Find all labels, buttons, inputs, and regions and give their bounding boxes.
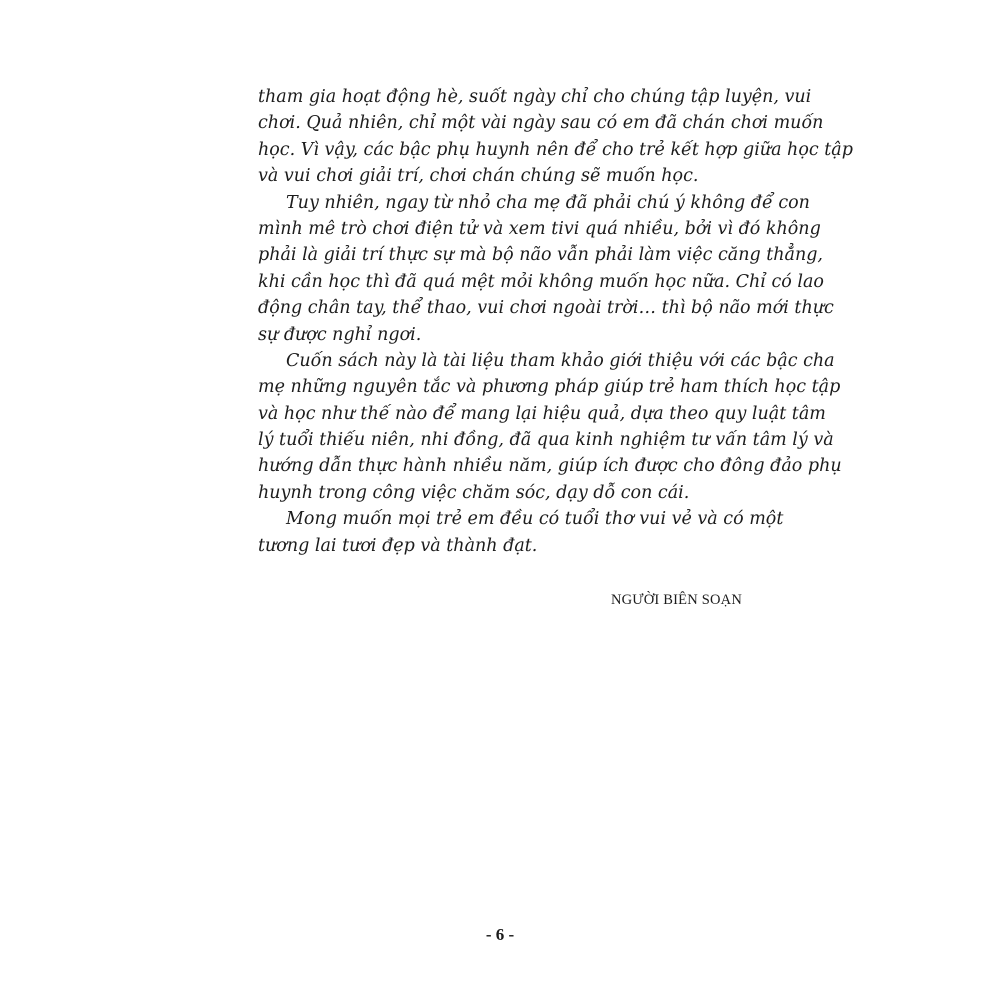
text-line: hướng dẫn thực hành nhiều năm, giúp ích được cho đông đảo phụ	[258, 456, 842, 477]
paragraph	[258, 506, 784, 559]
text-line: lý tuổi thiếu niên, nhi đồng, đã qua kinh nghiệm tư vấn tâm lý và	[258, 430, 834, 451]
body-text	[258, 84, 853, 559]
paragraph	[258, 190, 834, 348]
text-line: mẹ những nguyên tắc và phương pháp giúp trẻ ham thích học tập	[258, 377, 841, 398]
text-line: động chân tay, thể thao, vui chơi ngoài trời… thì bộ não mới thực	[258, 298, 834, 319]
text-line: khi cần học thì đã quá mệt mỏi không muốn học nữa. Chỉ có lao	[258, 271, 824, 292]
text-line: Cuốn sách này là tài liệu tham khảo giới thiệu với các bậc cha	[286, 350, 835, 371]
text-line: và vui chơi giải trí, chơi chán chúng sẽ muốn học.	[258, 166, 699, 187]
text-line: mình mê trò chơi điện tử và xem tivi quá nhiều, bởi vì đó không	[258, 218, 821, 239]
text-line: chơi. Quả nhiên, chỉ một vài ngày sau có em đã chán chơi muốn	[258, 113, 824, 134]
text-line: Mong muốn mọi trẻ em đều có tuổi thơ vui vẻ và có một	[286, 509, 784, 530]
text-line: huynh trong công việc chăm sóc, dạy dỗ con cái.	[258, 482, 690, 503]
text-line: Tuy nhiên, ngay từ nhỏ cha mẹ đã phải chú ý không để con	[286, 192, 810, 213]
text-line: sự được nghỉ ngơi.	[258, 324, 422, 345]
text-line: và học như thế nào để mang lại hiệu quả, dựa theo quy luật tâm	[258, 403, 826, 424]
paragraph	[258, 348, 842, 506]
paragraph	[258, 84, 853, 190]
author-signature: NGƯỜI BIÊN SOẠN	[610, 592, 742, 608]
text-line: tương lai tươi đẹp và thành đạt.	[258, 535, 538, 556]
text-line: học. Vì vậy, các bậc phụ huynh nên để cho trẻ kết hợp giữa học tập	[258, 139, 853, 160]
text-line: tham gia hoạt động hè, suốt ngày chỉ cho chúng tập luyện, vui	[258, 87, 812, 107]
page-number: - 6 -	[485, 925, 515, 944]
text-line: phải là giải trí thực sự mà bộ não vẫn phải làm việc căng thẳng,	[258, 245, 823, 266]
